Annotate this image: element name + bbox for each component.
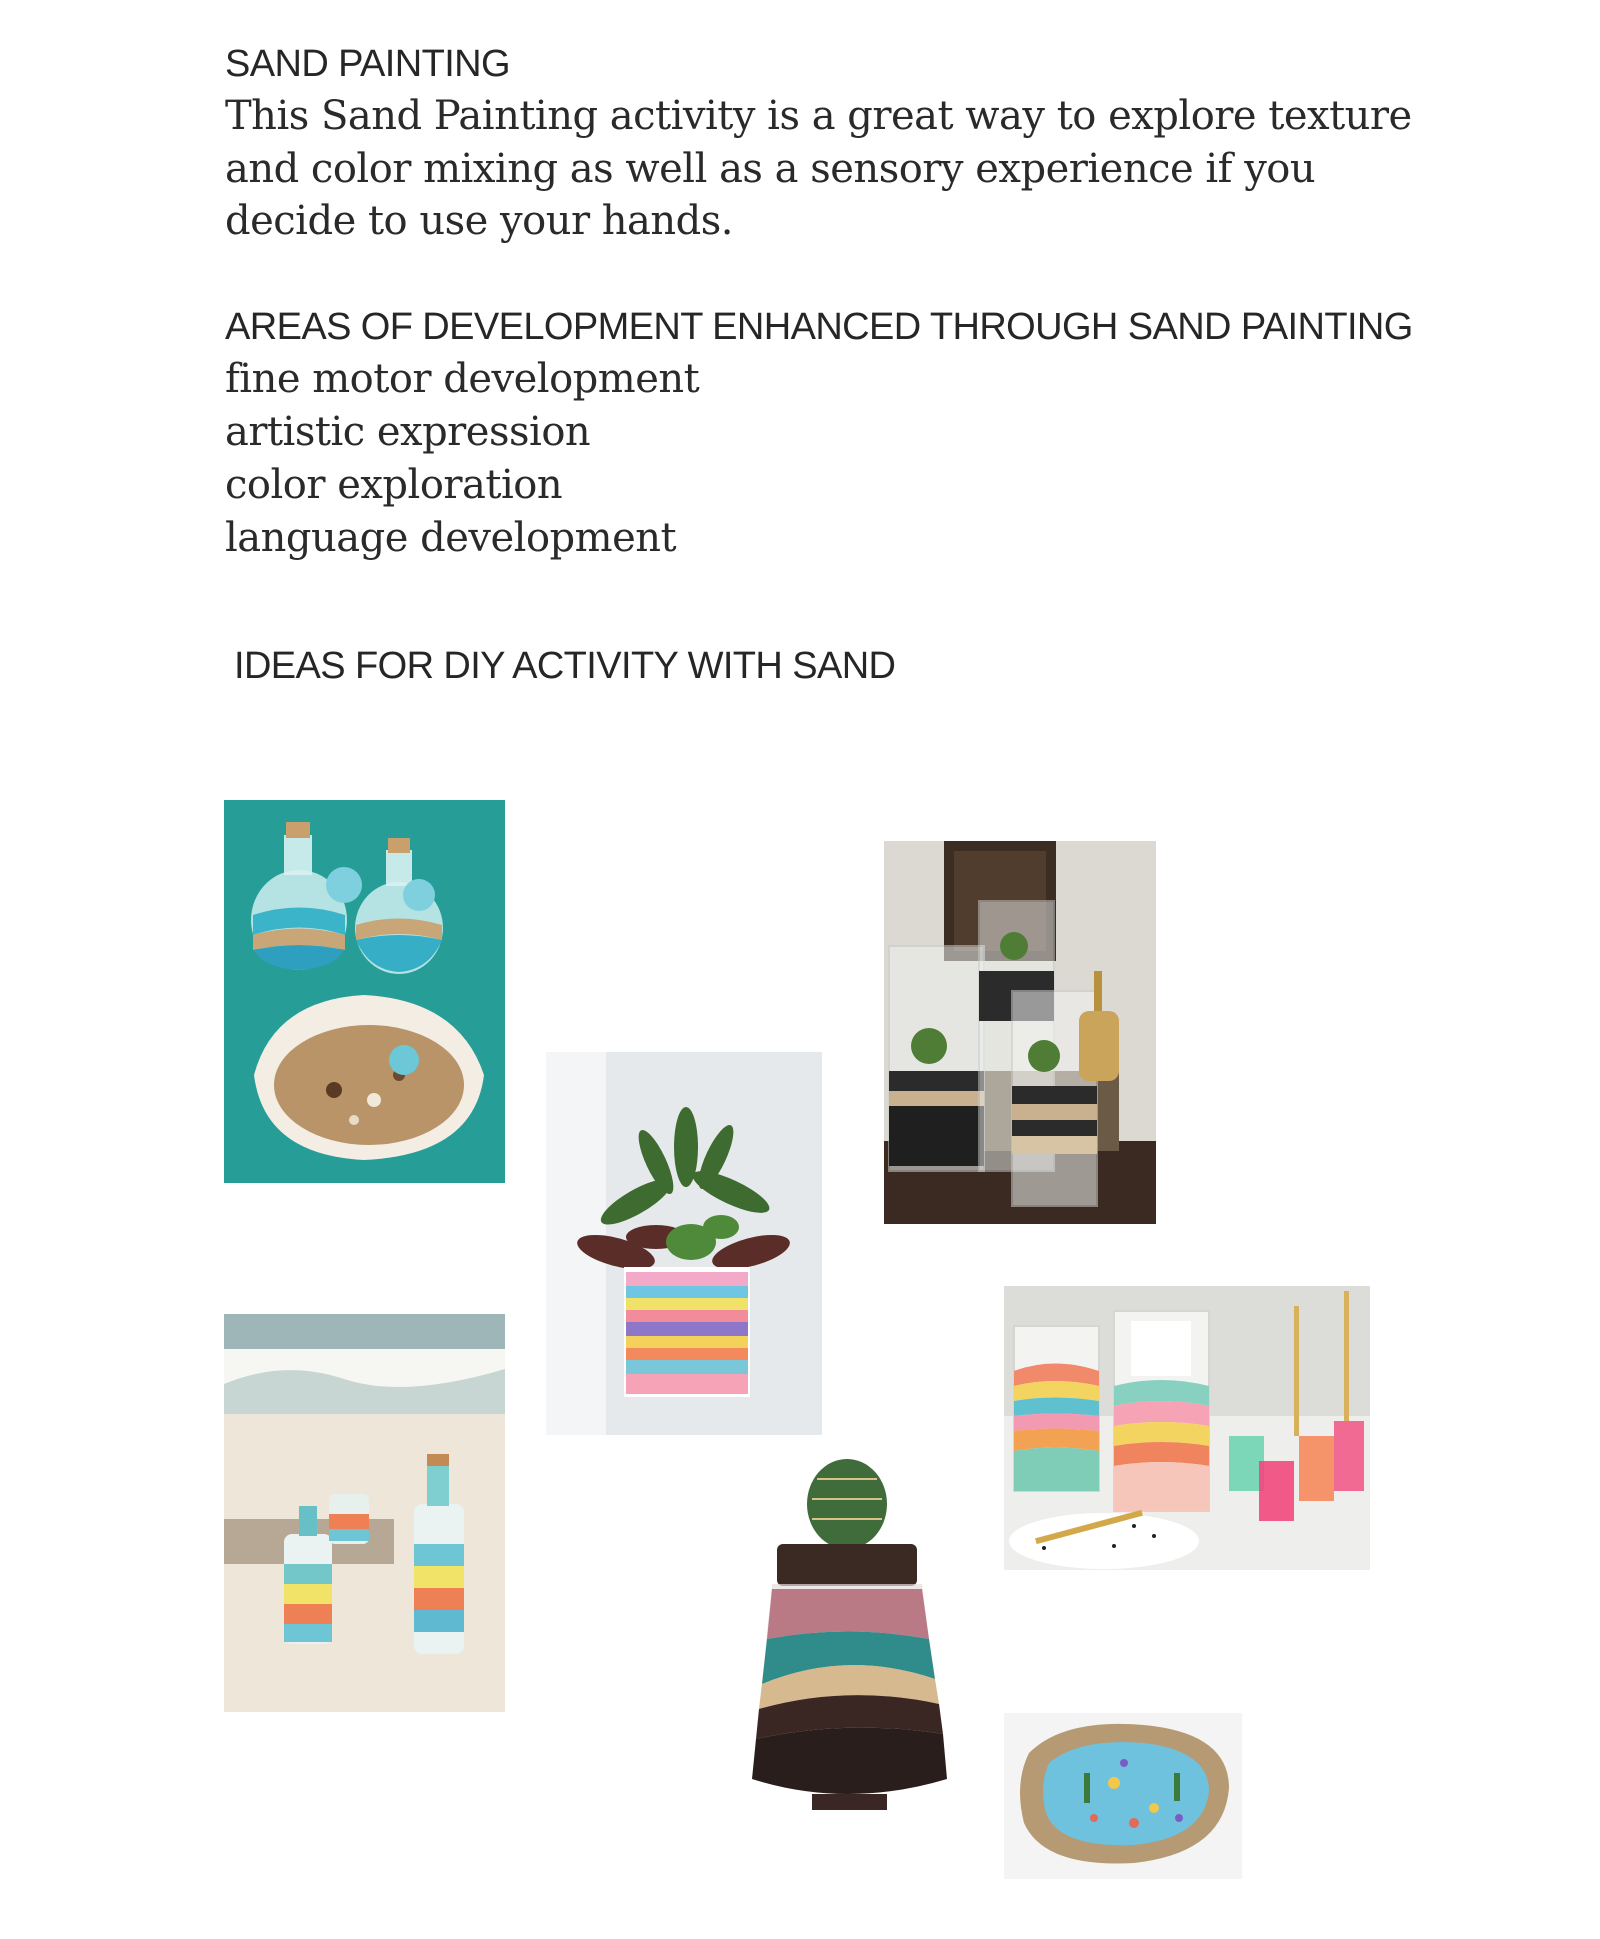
intro-line: decide to use your hands. (225, 198, 734, 244)
photo-succulent-sand-vase (546, 1052, 822, 1435)
area-item: fine motor development (225, 356, 700, 402)
intro-line: and color mixing as well as a sensory experience if you (225, 146, 1316, 192)
ideas-heading: IDEAS FOR DIY ACTIVITY WITH SAND (234, 645, 896, 687)
areas-heading: AREAS OF DEVELOPMENT ENHANCED THROUGH SAND PAINTING (225, 306, 1413, 348)
photo-sand-plate-art (1004, 1713, 1242, 1879)
photo-beach-sand-bottles (224, 1314, 505, 1712)
area-item: artistic expression (225, 409, 591, 455)
area-item: language development (225, 515, 677, 561)
document-title: SAND PAINTING (225, 43, 510, 85)
photo-cactus-sand-jar (717, 1449, 985, 1832)
area-item: color exploration (225, 462, 563, 508)
photo-sand-bottles-and-shell (224, 800, 505, 1183)
photo-layered-sand-candles (1004, 1286, 1370, 1570)
photo-sand-terrariums (884, 841, 1156, 1224)
intro-line: This Sand Painting activity is a great way to explore texture (225, 93, 1412, 139)
